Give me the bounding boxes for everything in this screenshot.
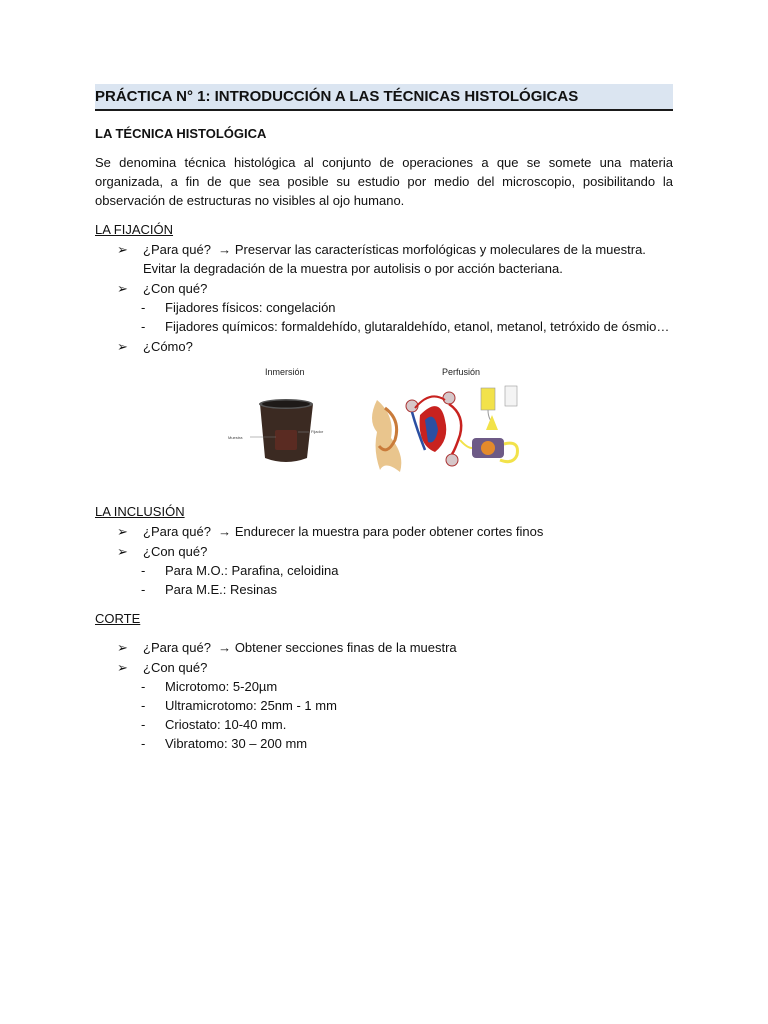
perfusion-diagram-icon [372, 386, 517, 472]
fixation-figure [95, 360, 673, 490]
question-label: ¿Cómo? [143, 339, 193, 354]
answer-text: Preservar las características morfológicas y moleculares de la muestra. Evitar la degradación de la muestra por autolisis o por acción bacteriana. [143, 242, 646, 276]
list-item-text: Para M.E.: Resinas [165, 582, 277, 597]
arrow-bullet-icon: ➢ [117, 281, 128, 296]
page-title: PRÁCTICA N° 1: INTRODUCCIÓN A LAS TÉCNICAS HISTOLÓGICAS [95, 84, 673, 111]
arrow-bullet-icon: ➢ [117, 544, 128, 559]
list-item-text: Para M.O.: Parafina, celoidina [165, 563, 339, 578]
muestra-label: Muestra [228, 435, 243, 440]
arrow-bullet-icon: ➢ [117, 339, 128, 354]
bullet-corte-con-que [95, 658, 673, 677]
list-item: - Para M.O.: Parafina, celoidina [141, 563, 339, 578]
bullet-corte-para-que [95, 638, 673, 657]
list-item: - Para M.E.: Resinas [141, 582, 277, 597]
bullet-inclusion-con-que [95, 542, 673, 561]
document-page [95, 84, 673, 753]
heading-inclusion: LA INCLUSIÓN [95, 504, 185, 519]
question-label: ¿Para qué? [143, 524, 211, 539]
question-label: ¿Para qué? [143, 640, 211, 655]
arrow-bullet-icon: ➢ [117, 640, 128, 655]
list-item-text: Microtomo: 5-20µm [165, 679, 278, 694]
list-item: - Vibratomo: 30 – 200 mm [141, 736, 308, 751]
list-item: - Criostato: 10-40 mm. [141, 717, 287, 732]
fixation-illustration [95, 360, 673, 490]
inmersion-label: Inmersión [265, 367, 305, 377]
question-label: ¿Con qué? [143, 544, 208, 559]
perfusion-label: Perfusión [442, 367, 481, 377]
arrow-bullet-icon: ➢ [117, 660, 128, 675]
fijador-label: Fijador [311, 429, 324, 434]
list-item: - Microtomo: 5-20µm [141, 679, 278, 694]
arrow-bullet-icon: ➢ [117, 242, 128, 257]
heading-fijacion: LA FIJACIÓN [95, 222, 174, 237]
arrow-bullet-icon: ➢ [117, 524, 128, 539]
heading-corte: CORTE [95, 611, 141, 626]
bullet-fijacion-con-que [95, 279, 673, 298]
right-arrow-icon: → [214, 242, 232, 257]
bullet-fijacion-para-que [95, 240, 673, 278]
list-item-text: Criostato: 10-40 mm. [165, 717, 287, 732]
list-item: - Ultramicrotomo: 25nm - 1 mm [141, 698, 337, 713]
right-arrow-icon: → [214, 524, 232, 539]
list-item: - Fijadores físicos: congelación [141, 300, 336, 315]
immersion-beaker-icon [250, 399, 313, 462]
list-item-text: Ultramicrotomo: 25nm - 1 mm [165, 698, 337, 713]
list-item-text: Vibratomo: 30 – 200 mm [165, 736, 308, 751]
question-label: ¿Para qué? [143, 242, 211, 257]
list-item-text: Fijadores físicos: congelación [165, 300, 336, 315]
bullet-fijacion-como [95, 337, 673, 356]
question-label: ¿Con qué? [143, 660, 208, 675]
bullet-inclusion-para-que [95, 522, 673, 541]
right-arrow-icon: → [214, 640, 232, 655]
answer-text: Obtener secciones finas de la muestra [234, 640, 457, 655]
intro-paragraph: Se denomina técnica histológica al conjunto de operaciones a que se somete una materia organizada, a fin de que sea posible su estudio por medio del microscopio, posibilitando la observación de estructuras no visibles al ojo humano. [95, 155, 673, 208]
answer-text: Endurecer la muestra para poder obtener cortes finos [234, 524, 544, 539]
list-item-text: Fijadores químicos: formaldehído, glutaraldehído, etanol, metanol, tetróxido de ósmio… [165, 319, 670, 334]
question-label: ¿Con qué? [143, 281, 208, 296]
section-subtitle: LA TÉCNICA HISTOLÓGICA [95, 126, 267, 141]
list-item: - Fijadores químicos: formaldehído, glutaraldehído, etanol, metanol, tetróxido de ósmio… [141, 319, 670, 334]
